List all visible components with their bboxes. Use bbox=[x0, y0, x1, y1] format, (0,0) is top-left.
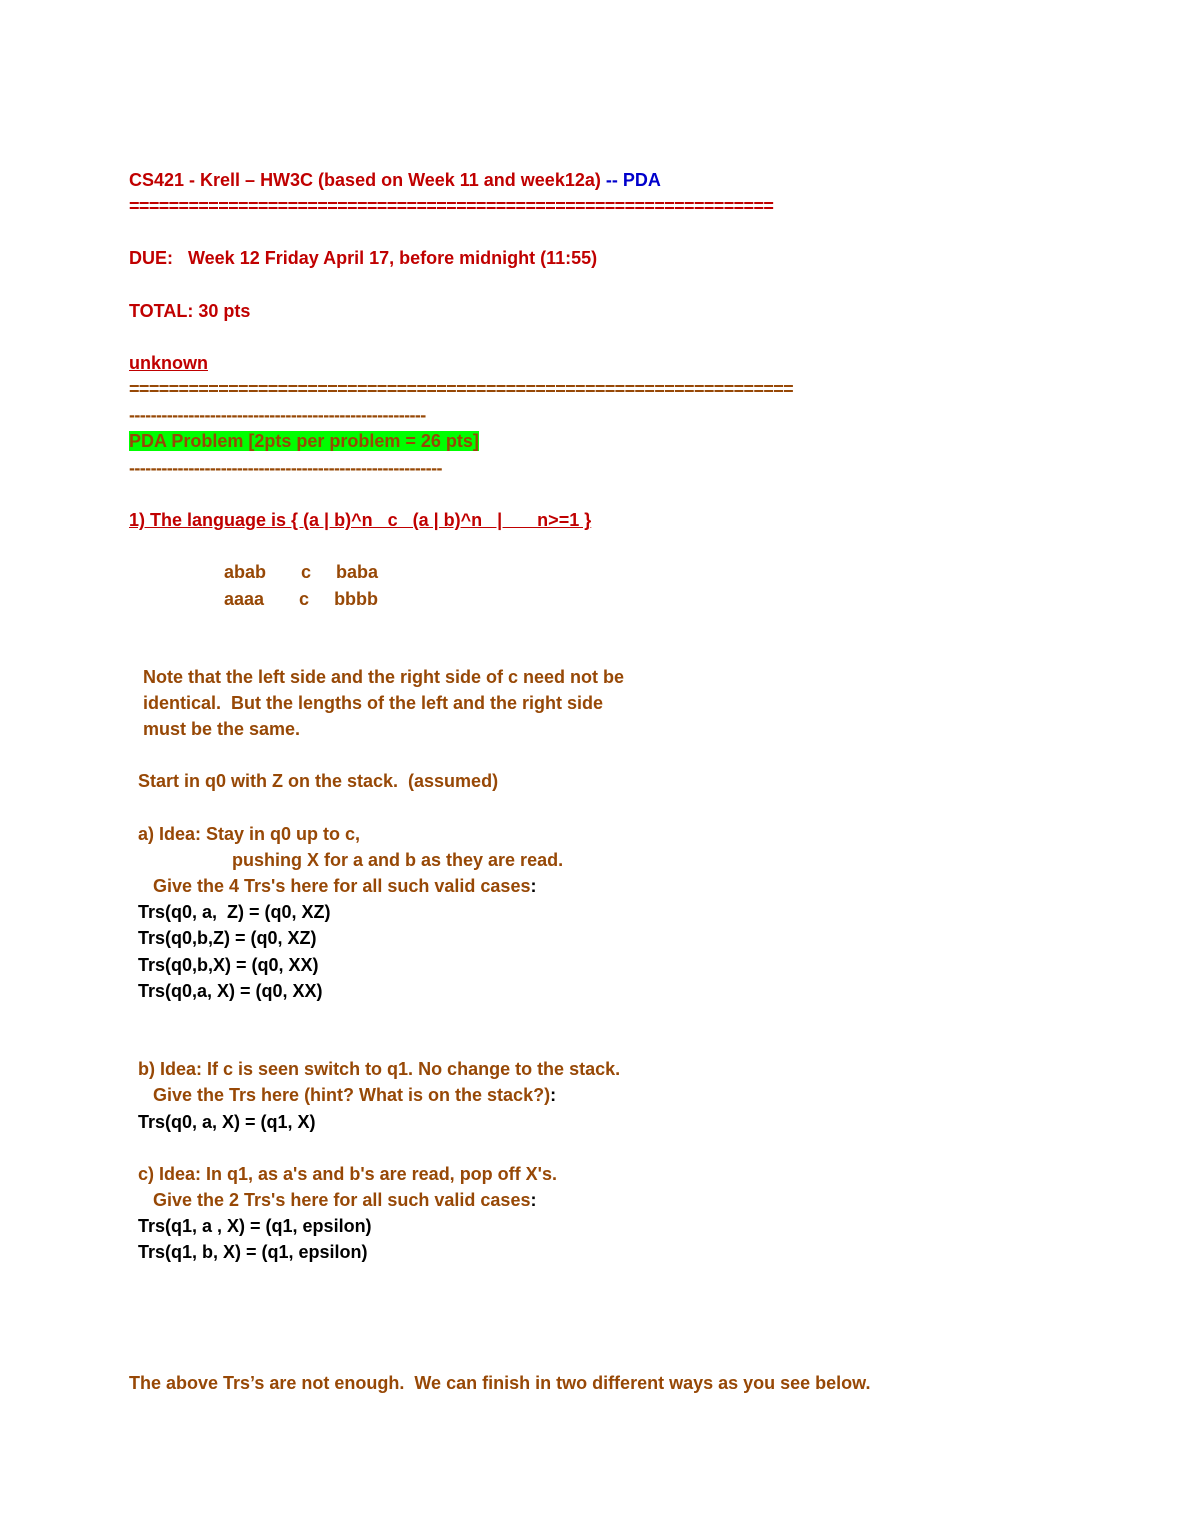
start-state-note: Start in q0 with Z on the stack. (assumed) bbox=[138, 771, 499, 791]
section-title bbox=[129, 430, 479, 452]
closing-note: The above Trs’s are not enough. We can finish in two different ways as you see below. bbox=[129, 1373, 871, 1393]
section-title-highlight: PDA Problem [2pts per problem = 26 pts] bbox=[129, 431, 479, 451]
part-a-idea-cont: pushing X for a and b as they are read. bbox=[232, 850, 564, 870]
note-line: identical. But the lengths of the left and the right side bbox=[143, 693, 604, 713]
prompt-text: Give the Trs here (hint? What is on the stack?) bbox=[153, 1085, 551, 1105]
answer-line: Trs(q0,a, X) = (q0, XX) bbox=[138, 981, 323, 1001]
answer-line: Trs(q1, a , X) = (q1, epsilon) bbox=[138, 1216, 372, 1236]
total-points: TOTAL: 30 pts bbox=[129, 301, 251, 321]
answer-line: Trs(q0,b,X) = (q0, XX) bbox=[138, 955, 319, 975]
answer-line: Trs(q0, a, X) = (q1, X) bbox=[138, 1112, 316, 1132]
title-topic: PDA bbox=[622, 170, 661, 190]
prompt-text: Give the 4 Trs's here for all such valid cases bbox=[153, 876, 531, 896]
example-string: abab c baba bbox=[224, 562, 379, 582]
separator-rule: =================================================================== bbox=[129, 379, 794, 399]
part-a-prompt bbox=[153, 875, 536, 897]
note-line: Note that the left side and the right side of c need not be bbox=[143, 667, 625, 687]
separator-dashes: ---------------------------------------------------------- bbox=[129, 458, 442, 478]
example-string: aaaa c bbbb bbox=[224, 589, 379, 609]
title-main: CS421 - Krell – HW3C (based on Week 11 and week12a) bbox=[129, 170, 606, 190]
prompt-colon: : bbox=[530, 1190, 537, 1210]
title-dash: -- bbox=[605, 170, 623, 190]
part-b-idea: b) Idea: If c is seen switch to q1. No change to the stack. bbox=[138, 1059, 621, 1079]
answer-line: Trs(q1, b, X) = (q1, epsilon) bbox=[138, 1242, 368, 1262]
part-c-prompt bbox=[153, 1189, 536, 1211]
answer-line: Trs(q0, a, Z) = (q0, XZ) bbox=[138, 902, 331, 922]
page-title bbox=[129, 169, 661, 191]
part-b-prompt bbox=[153, 1084, 556, 1106]
prompt-colon: : bbox=[530, 876, 537, 896]
author-label: unknown bbox=[129, 353, 208, 373]
due-date: DUE: Week 12 Friday April 17, before midnight (11:55) bbox=[129, 248, 598, 268]
part-a-idea: a) Idea: Stay in q0 up to c, bbox=[138, 824, 361, 844]
separator-rule: ================================================================= bbox=[129, 196, 774, 216]
prompt-text: Give the 2 Trs's here for all such valid cases bbox=[153, 1190, 531, 1210]
separator-dashes: ------------------------------------------------------- bbox=[129, 405, 426, 425]
problem-language: 1) The language is { (a | b)^n c (a | b)^n | n>=1 } bbox=[129, 510, 592, 530]
prompt-colon: : bbox=[550, 1085, 557, 1105]
note-line: must be the same. bbox=[143, 719, 301, 739]
part-c-idea: c) Idea: In q1, as a's and b's are read, pop off X's. bbox=[138, 1164, 557, 1184]
answer-line: Trs(q0,b,Z) = (q0, XZ) bbox=[138, 928, 317, 948]
